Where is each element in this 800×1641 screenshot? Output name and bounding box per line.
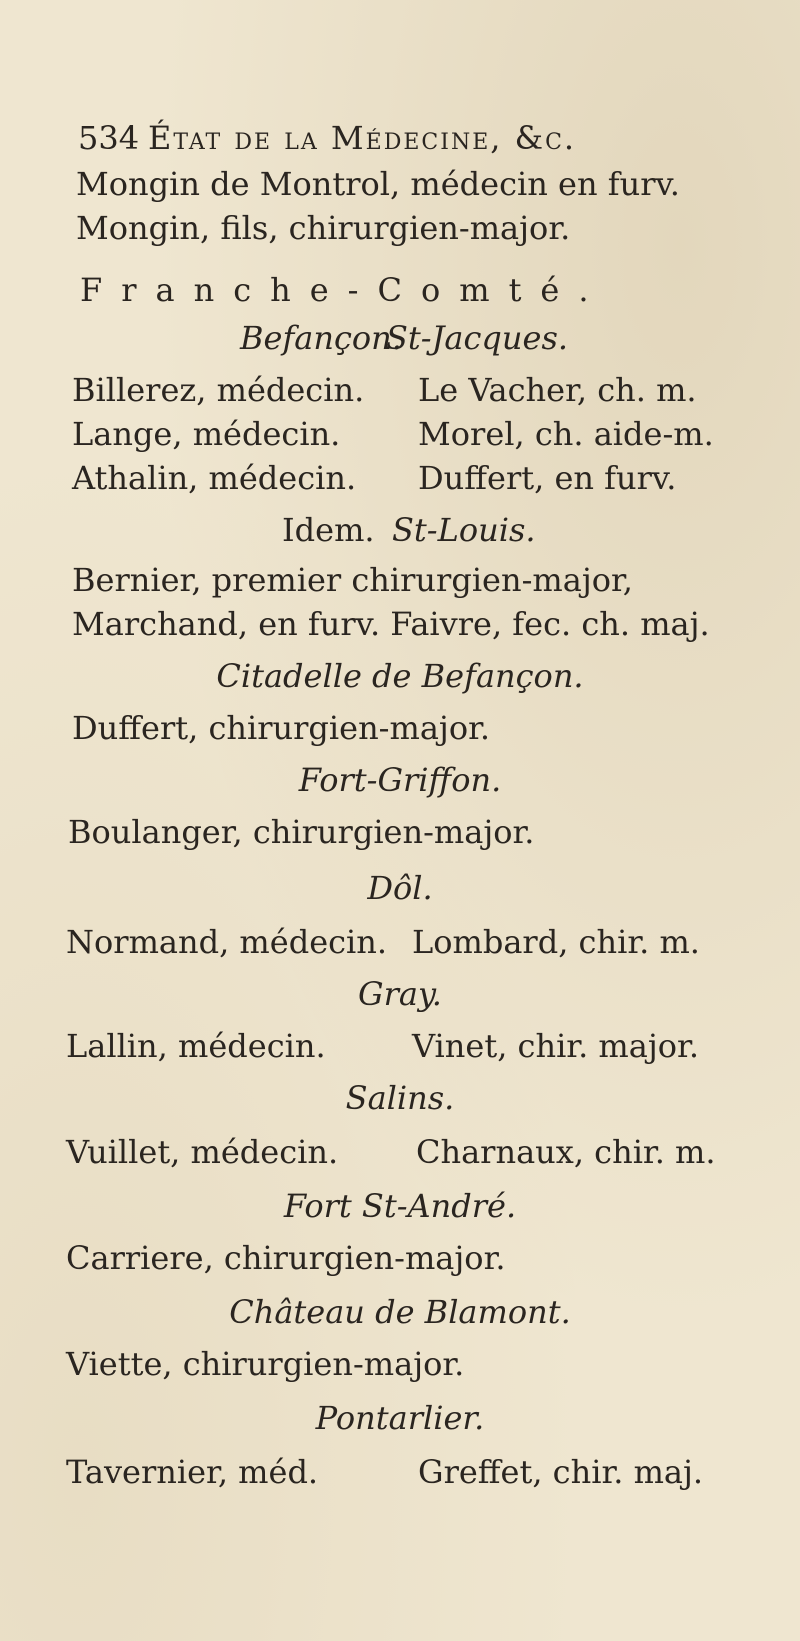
entry-left: Billerez, médecin. [72, 371, 365, 409]
heading-right: St-Jacques. [386, 319, 569, 357]
heading-left: Befançon. [240, 319, 402, 357]
table-row [0, 1450, 800, 1494]
section-heading: Gray. [358, 975, 442, 1013]
section-heading: Fort-Griffon. [298, 761, 502, 799]
text-line [0, 558, 800, 602]
entry-left: Athalin, médecin. [72, 459, 357, 497]
text-line [0, 162, 800, 206]
entry-left: Tavernier, méd. [66, 1453, 319, 1491]
entry-left: Lange, médecin. [72, 415, 341, 453]
section-heading: Pontarlier. [315, 1399, 485, 1437]
entry-text: Carriere, chirurgien-major. [66, 1239, 506, 1277]
entry-right: Charnaux, chir. m. [416, 1133, 716, 1171]
entry-right: Lombard, chir. m. [412, 923, 700, 961]
entry-left: Normand, médecin. [66, 923, 388, 961]
entry-right: Morel, ch. aide-m. [418, 415, 714, 453]
entry-right: Vinet, chir. major. [412, 1027, 699, 1065]
table-row [0, 1130, 800, 1174]
table-row [0, 412, 800, 456]
table-row [0, 1024, 800, 1068]
text-line [0, 602, 800, 646]
entry-text: Mongin, fils, chirurgien-major. [76, 209, 571, 247]
section-heading: Fort St-André. [283, 1187, 517, 1225]
text-line [0, 1342, 800, 1386]
section-heading [0, 316, 800, 360]
province-heading [0, 268, 800, 312]
text-line [0, 706, 800, 750]
page-number: 534 [78, 119, 140, 157]
entry-text: Bernier, premier chirurgien-major, [72, 561, 633, 599]
table-row [0, 368, 800, 412]
section-heading: Dôl. [367, 869, 433, 907]
entry-left: Lallin, médecin. [66, 1027, 326, 1065]
entry-text: Boulanger, chirurgien-major. [68, 813, 535, 851]
section-heading [0, 508, 800, 552]
entry-text: Mongin de Montrol, médecin en furv. [76, 165, 680, 203]
province-title: Franche-Comté. [80, 271, 608, 309]
section-heading: Citadelle de Befançon. [216, 657, 584, 695]
heading-left: Idem. [282, 511, 375, 549]
table-row [0, 920, 800, 964]
entry-right: Le Vacher, ch. m. [418, 371, 697, 409]
text-line [0, 1236, 800, 1280]
text-line [0, 206, 800, 250]
text-line [0, 810, 800, 854]
running-header [0, 116, 800, 160]
entry-text: Duffert, chirurgien-major. [72, 709, 491, 747]
entry-left: Vuillet, médecin. [66, 1133, 339, 1171]
entry-right: Greffet, chir. maj. [418, 1453, 704, 1491]
section-heading: Salins. [345, 1079, 455, 1117]
entry-right: Duffert, en furv. [418, 459, 677, 497]
section-heading: Château de Blamont. [229, 1293, 571, 1331]
entry-text: Viette, chirurgien-major. [66, 1345, 465, 1383]
table-row [0, 456, 800, 500]
heading-right: St-Louis. [392, 511, 536, 549]
entry-text: Marchand, en furv. Faivre, fec. ch. maj. [72, 605, 710, 643]
running-title: État de la Médecine, &c. [148, 119, 577, 157]
